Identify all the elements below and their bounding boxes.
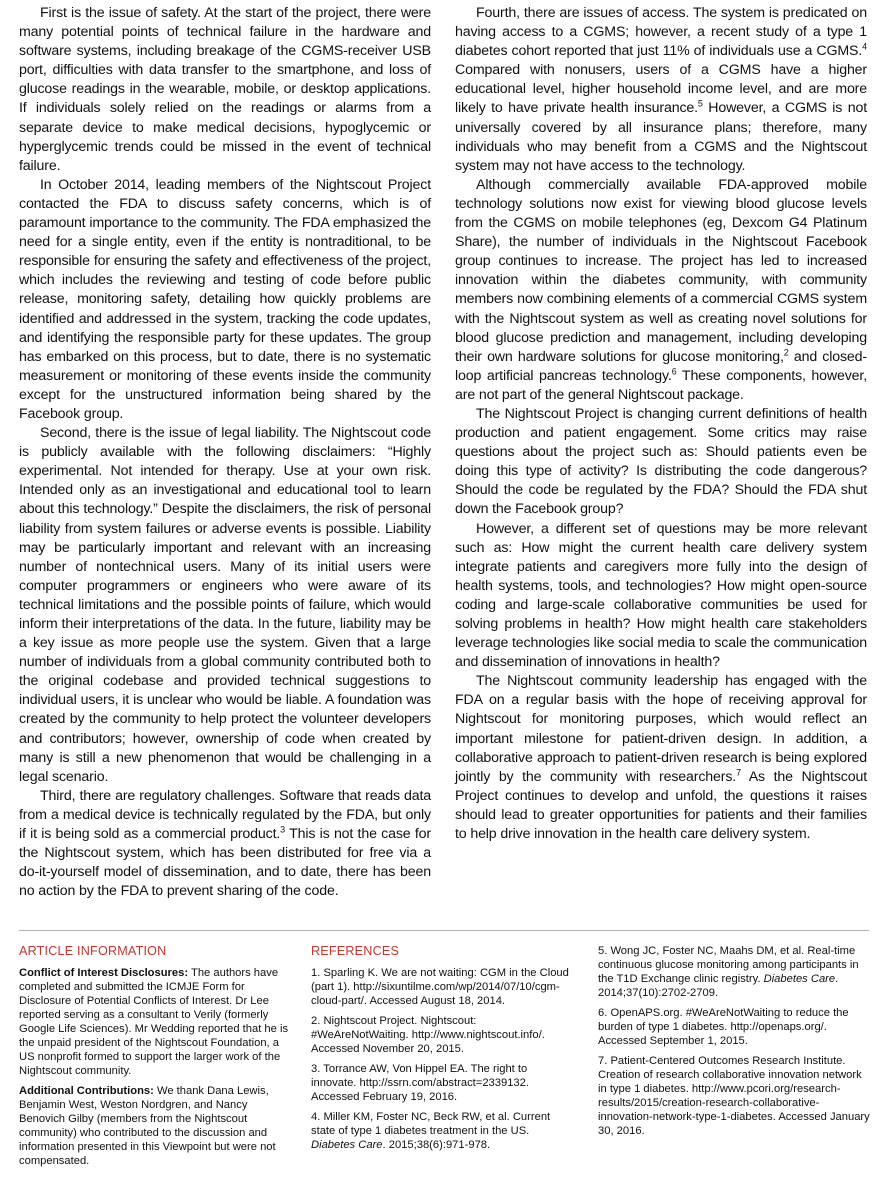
paragraph: Second, there is the issue of legal liability. The Nightscout code is publicly available with the following disclaimers: “Highly experimental. Not intended for therapy. Use at your own risk. Intended only as an investigational and educational tool to learn about this technology.” Despite the disclaimers, the risk of personal liability from system failures or adverse events is possible. Liability may be particularly important and relevant with an increasing number of nontechnical users. Many of its initial users were computer programmers or engineers who were aware of its technical limitations and the possible points of failure, which would inform their interpretations of the data. In the future, liability may be a key issue as more people use the system. Given that a large number of individuals from a global community contributed both to the original codebase and provided technical suggestions to individual users, it is unclear who would be liable. A foundation was created by the community to help protect the volunteer developers and contributors; however, ownership of code when created by many is still a new phenomenon that would be challenging in a legal scenario. [19,425,431,785]
citation-ref: 2 [783,346,789,357]
article-information [19,944,294,1174]
paragraph: In October 2014, leading members of the Nightscout Project contacted the FDA to discuss safety concerns, which is of paramount importance to the community. The FDA emphasized the need for a single entity, even if the entity is nontraditional, to be responsible for ensuring the safety and effectiveness of the project, which includes the reviewing and testing of code before public release, monitoring safety, detailing how quickly problems are identified and addressed in the system, tracking the code updates, and identifying the responsible party for these updates. The group has embarked on this process, but to date, there is no systematic measurement or monitoring of these events inside the community except for the unstructured information being shared by the Facebook group. [19,176,431,422]
paragraph: First is the issue of safety. At the start of the project, there were many potential points of technical failure in the hardware and software systems, including breakage of the CGMS-receiver USB port, difficulties with data transfer to the smartphone, and loss of glucose readings in the wearable, mobile, or desktop applications. If individuals solely relied on the readings or alarms from a separate device to make medical decisions, hypoglycemic or hyperglycemic trends could be missed in the event of technical failure. [19,5,431,174]
paragraph: The Nightscout community leadership has engaged with the FDA on a regular basis with the hope of receiving approval for Nightscout for monitoring purposes, which would reflect an important milestone for patient-driven design. In addition, a collaborative approach to patient-driven research is being explored jointly by the community with researchers.$^7$ As the Nightscout Project continues to develop and unfold, the questions it raises should lead to greater opportunities for patients and their families to help drive innovation in the health care delivery system. [455,673,867,843]
references-heading: REFERENCES [311,944,400,958]
references-column-2 [598,944,870,1144]
citation-ref: 3 [280,824,286,835]
article-info-heading: ARTICLE INFORMATION [19,944,167,958]
paragraph: The Nightscout Project is changing current definitions of health production and patient engagement. Some critics may raise questions about the project such as: Should patients even be doing this type of activity? Is distributing the code dangerous? Should the code be regulated by the FDA? Should the FDA shut down the Facebook group? [455,405,867,518]
reference-item: 5. Wong JC, Foster NC, Maahs DM, et al. Real-time continuous glucose monitoring among participants in the T1D Exchange clinic registry. Diabetes Care. 2014;37(10):2702-2709. [598,945,859,999]
reference-item: 2. Nightscout Project. Nightscout: #WeAreNotWaiting. http://www.nightscout.info/. Accessed November 20, 2015. [311,1015,545,1055]
reference-item: 1. Sparling K. We are not waiting: CGM in the Cloud (part 1). http://sixuntilme.com/wp/2014/07/10/cgm-cloud-part/. Accessed August 18, 2014. [311,967,569,1007]
paragraph: Third, there are regulatory challenges. Software that reads data from a medical device is technically regulated by the FDA, but only if it is being sold as a commercial product.$^3$ This is not the case for the Nightscout system, which has been distributed for free via a do-it-yourself model of dissemination, and to date, there has been no action by the FDA to prevent sharing of the code. [19,787,431,900]
citation-ref: 7 [736,767,741,778]
reference-item: 7. Patient-Centered Outcomes Research Institute. Creation of research collaborative innovation network in type 1 diabetes. http://www.pcori.org/research-results/2015/creation-research-collaborative-innovation-network-type-1-diabetes. Accessed January 30, 2016. [598,1055,870,1137]
additional-contributions: Additional Contributions: We thank Dana Lewis, Benjamin West, Weston Nordgren, and Nancy Benovich Gilby (members from the Nightscout community) who contributed to the discussion and information presented in this Viewpoint but were not compensated. [19,1085,276,1167]
paragraph: Although commercially available FDA-approved mobile technology solutions now exist for viewing blood glucose levels from the CGMS on mobile telephones (eg, Dexcom G4 Platinum Share), the number of individuals in the Nightscout Facebook group continues to increase. The project has led to increased innovation within the diabetes community, with community members now combining elements of a commercial CGMS system with the Nightscout system as well as creating novel solutions for blood glucose prediction and management, including developing their own hardware solutions for glucose monitoring,$^2$ and closed-loop artificial pancreas technology.$^6$ These components, however, are not part of the general Nightscout package. [455,176,868,403]
right-text-column [455,4,867,844]
reference-item: 6. OpenAPS.org. #WeAreNotWaiting to reduce the burden of type 1 diabetes. http://openaps.org/. Accessed September 1, 2015. [598,1007,849,1047]
reference-item: 4. Miller KM, Foster NC, Beck RW, et al. Current state of type 1 diabetes treatment in the US. Diabetes Care. 2015;38(6):971-978. [311,1111,551,1151]
citation-ref: 5 [697,98,703,109]
footer-divider [19,930,869,931]
citation-ref: 4 [862,41,867,52]
paragraph: However, a different set of questions may be more relevant such as: How might the current health care delivery system integrate patients and caregivers more fully into the design of health systems, tools, and technologies? How might open-source coding and large-scale collaborative communities be used for solving problems in health? How might health care stakeholders leverage technologies like social media to scale the communication and dissemination of innovations in health? [455,520,868,671]
references-column-1 [311,944,573,1158]
left-text-column [19,4,431,901]
reference-item: 3. Torrance AW, Von Hippel EA. The right to innovate. http://ssrn.com/abstract=2339132. Accessed February 19, 2016. [311,1063,529,1103]
citation-ref: 6 [671,366,677,377]
conflict-disclosure: Conflict of Interest Disclosures: The authors have completed and submitted the ICMJE Form for Disclosure of Potential Conflicts of Interest. Dr Lee reported serving as a consultant to Verily (formerly Google Life Sciences). Mr Wedding reported that he is the unpaid president of the Nightscout Foundation, a US nonprofit formed to support the larger work of the Nightscout community. [19,967,289,1077]
paragraph: Fourth, there are issues of access. The system is predicated on having access to a CGMS; however, a recent study of a type 1 diabetes cohort reported that just 11% of individuals use a CGMS.$^4$ Compared with nonusers, users of a CGMS have a higher educational level, higher household income level, and are more likely to have private health insurance.$^5$ However, a CGMS is not universally covered by all insurance plans; therefore, many individuals who may benefit from a CGMS and the Nightscout system may not have access to the technology. [455,5,867,174]
